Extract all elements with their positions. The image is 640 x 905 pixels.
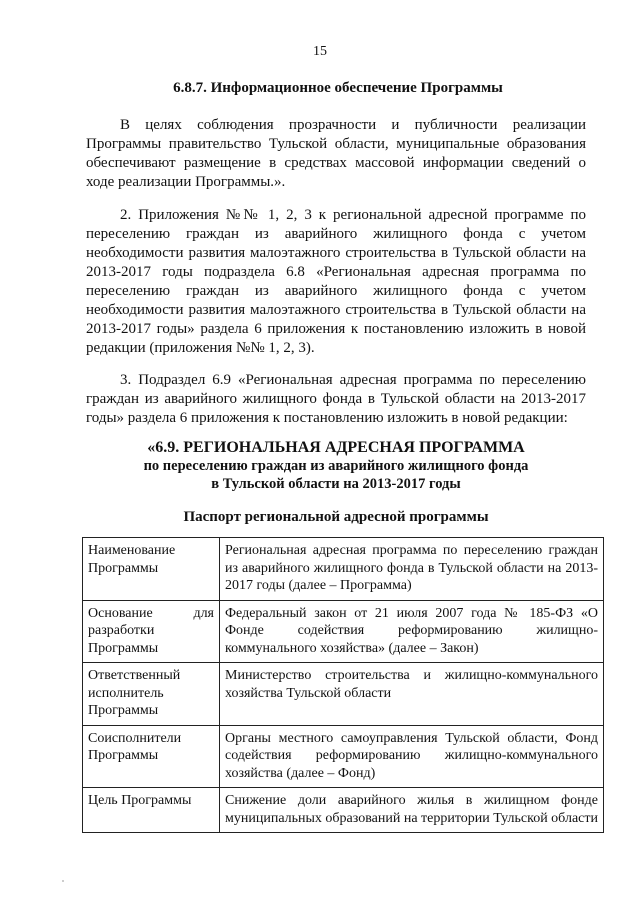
passport-label: Цель Программы bbox=[83, 788, 220, 833]
paragraph-transparency: В целях соблюдения прозрачности и публичности реализации Программы правительство Тульской области, муниципальные образования обеспечивают размещение в средствах массовой информации сведений о ходе реализации Программы.». bbox=[86, 117, 586, 190]
table-row bbox=[83, 788, 604, 833]
passport-value: Региональная адресная программа по переселению граждан из аварийного жилищного фонда в Тульской области на 2013-2017 годы (далее – Программа) bbox=[220, 538, 604, 601]
passport-value: Министерство строительства и жилищно-коммунального хозяйства Тульской области bbox=[220, 663, 604, 726]
passport-table bbox=[82, 537, 604, 833]
table-row bbox=[83, 538, 604, 601]
paragraph-appendices: 2. Приложения №№ 1, 2, 3 к региональной адресной программе по переселению граждан из аварийного жилищного фонда с учетом необходимости развития малоэтажного строительства в Тульской области на 2013-2017 годы подраздела 6.8 «Региональная адресная программа по переселению граждан из аварийного жилищного фонда с учетом необходимости развития малоэтажного строительства в Тульской области на 2013-2017 годы» раздела 6 приложения к постановлению изложить в новой редакции (приложения №№ 1, 2, 3). bbox=[86, 207, 586, 356]
page-number: 15 bbox=[313, 44, 327, 59]
table-row bbox=[83, 600, 604, 663]
passport-label: Соисполнители Программы bbox=[83, 725, 220, 788]
program-heading-subtitle-1: по переселению граждан из аварийного жилищного фонда bbox=[143, 458, 529, 474]
paragraph-subsection: 3. Подраздел 6.9 «Региональная адресная программа по переселению граждан из аварийного жилищного фонда в Тульской области на 2013-2017 годы» раздела 6 приложения к постановлению изложить в новой редакции: bbox=[86, 372, 586, 426]
scan-speck bbox=[62, 880, 64, 882]
passport-value: Снижение доли аварийного жилья в жилищном фонде муниципальных образований на территории Тульской области bbox=[220, 788, 604, 833]
program-heading-subtitle-2: в Тульской области на 2013-2017 годы bbox=[211, 476, 461, 492]
passport-label: Ответственный исполнитель Программы bbox=[83, 663, 220, 726]
table-row bbox=[83, 663, 604, 726]
table-row bbox=[83, 725, 604, 788]
passport-label: Наименование Программы bbox=[83, 538, 220, 601]
passport-value: Федеральный закон от 21 июля 2007 года № 185-ФЗ «О Фонде содействия реформированию жилищно-коммунального хозяйства» (далее – Закон) bbox=[220, 600, 604, 663]
section-heading: 6.8.7. Информационное обеспечение Программы bbox=[173, 80, 503, 96]
passport-value: Органы местного самоуправления Тульской области, Фонд содействия реформированию жилищно-коммунального хозяйства (далее – Фонд) bbox=[220, 725, 604, 788]
passport-heading: Паспорт региональной адресной программы bbox=[183, 509, 489, 525]
program-heading-title: «6.9. РЕГИОНАЛЬНАЯ АДРЕСНАЯ ПРОГРАММА bbox=[147, 439, 525, 456]
passport-label: Основание для разработки Программы bbox=[83, 600, 220, 663]
